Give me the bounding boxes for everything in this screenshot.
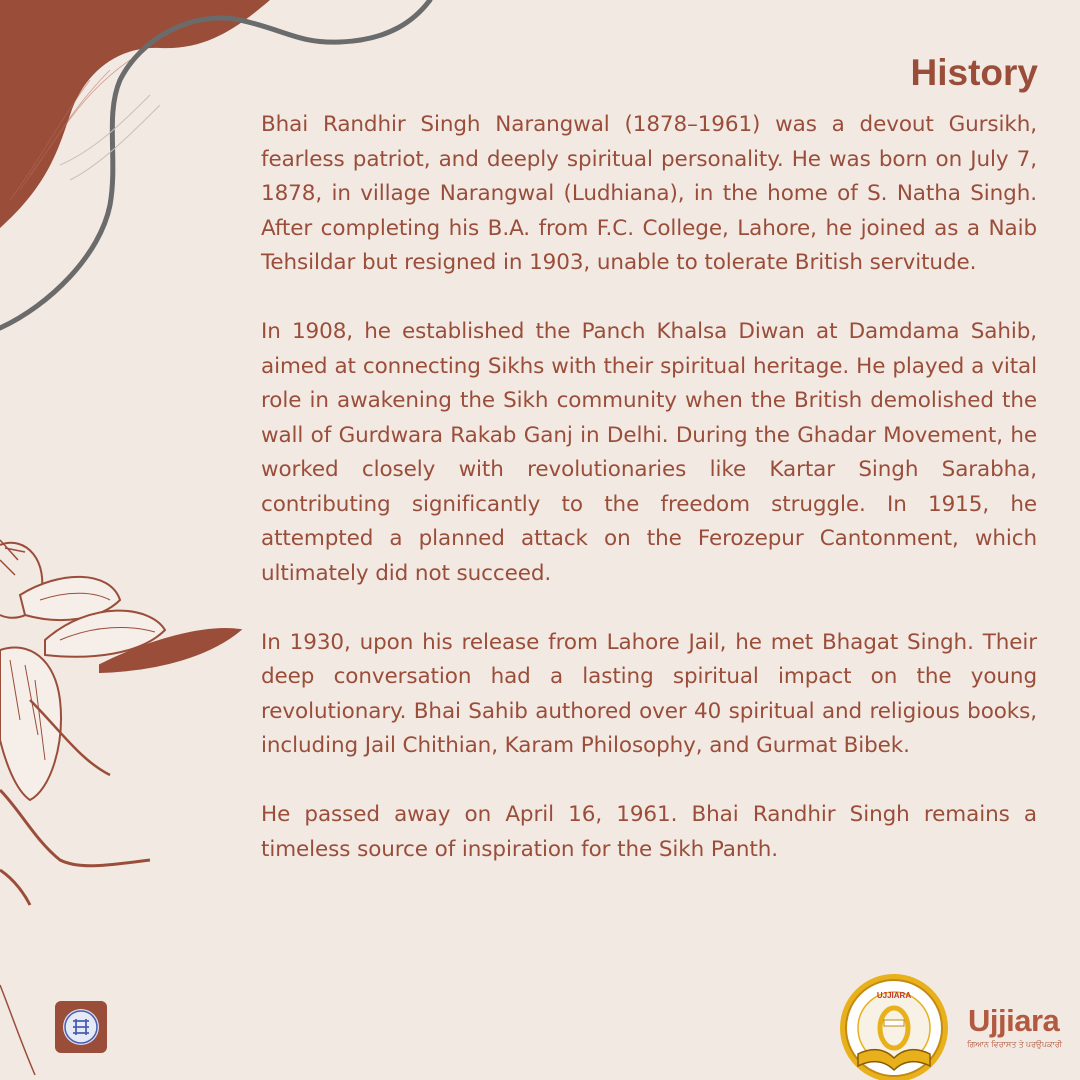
seal-text: UJJIARA xyxy=(876,991,912,1000)
chip-logo-icon xyxy=(55,1001,107,1053)
flower-illustration xyxy=(0,540,240,1075)
open-book-seal-icon xyxy=(834,972,954,1080)
brand-tagline: ਗਿਆਨ ਵਿਰਾਸਤ ਤੇ ਪਰਉਪਕਾਰੀ xyxy=(967,1040,1063,1049)
history-paragraph: He passed away on April 16, 1961. Bhai Randhir Singh remains a timeless source of inspiration for the Sikh Panth. xyxy=(261,802,1037,862)
chip-logo-inner xyxy=(63,1009,99,1045)
history-paragraph: In 1930, upon his release from Lahore Jail, he met Bhagat Singh. Their deep conversation had a lasting spiritual impact on the young revolutionary. Bhai Sahib authored over 40 spiritual and religious books, including Jail Chithian, Karam Philosophy, and Gurmat Bibek. xyxy=(261,629,1037,758)
brand-name: Ujjiara xyxy=(968,1003,1060,1038)
history-paragraph: In 1908, he established the Panch Khalsa Diwan at Damdama Sahib, aimed at connecting Sikhs with their spiritual heritage. He played a vital role in awakening the Sikh community when the British demolished the wall of Gurdwara Rakab Ganj in Delhi. During the Ghadar Movement, he worked closely with revolutionaries like Kartar Singh Sarabha, contributing significantly to the freedom struggle. In 1915, he attempted a planned attack on the Ferozepur Cantonment, which ultimately did not succeed. xyxy=(261,319,1037,586)
top-left-blob xyxy=(0,0,270,228)
history-paragraph: Bhai Randhir Singh Narangwal (1878–1961) was a devout Gursikh, fearless patriot, and deeply spiritual personality. He was born on July 7, 1878, in village Narangwal (Ludhiana), in the home of S. Natha Singh. After completing his B.A. from F.C. College, Lahore, he joined as a Naib Tehsildar but resigned in 1903, unable to tolerate British servitude. xyxy=(261,112,1037,275)
history-text-body xyxy=(261,108,1037,902)
page-title: History xyxy=(910,52,1038,93)
